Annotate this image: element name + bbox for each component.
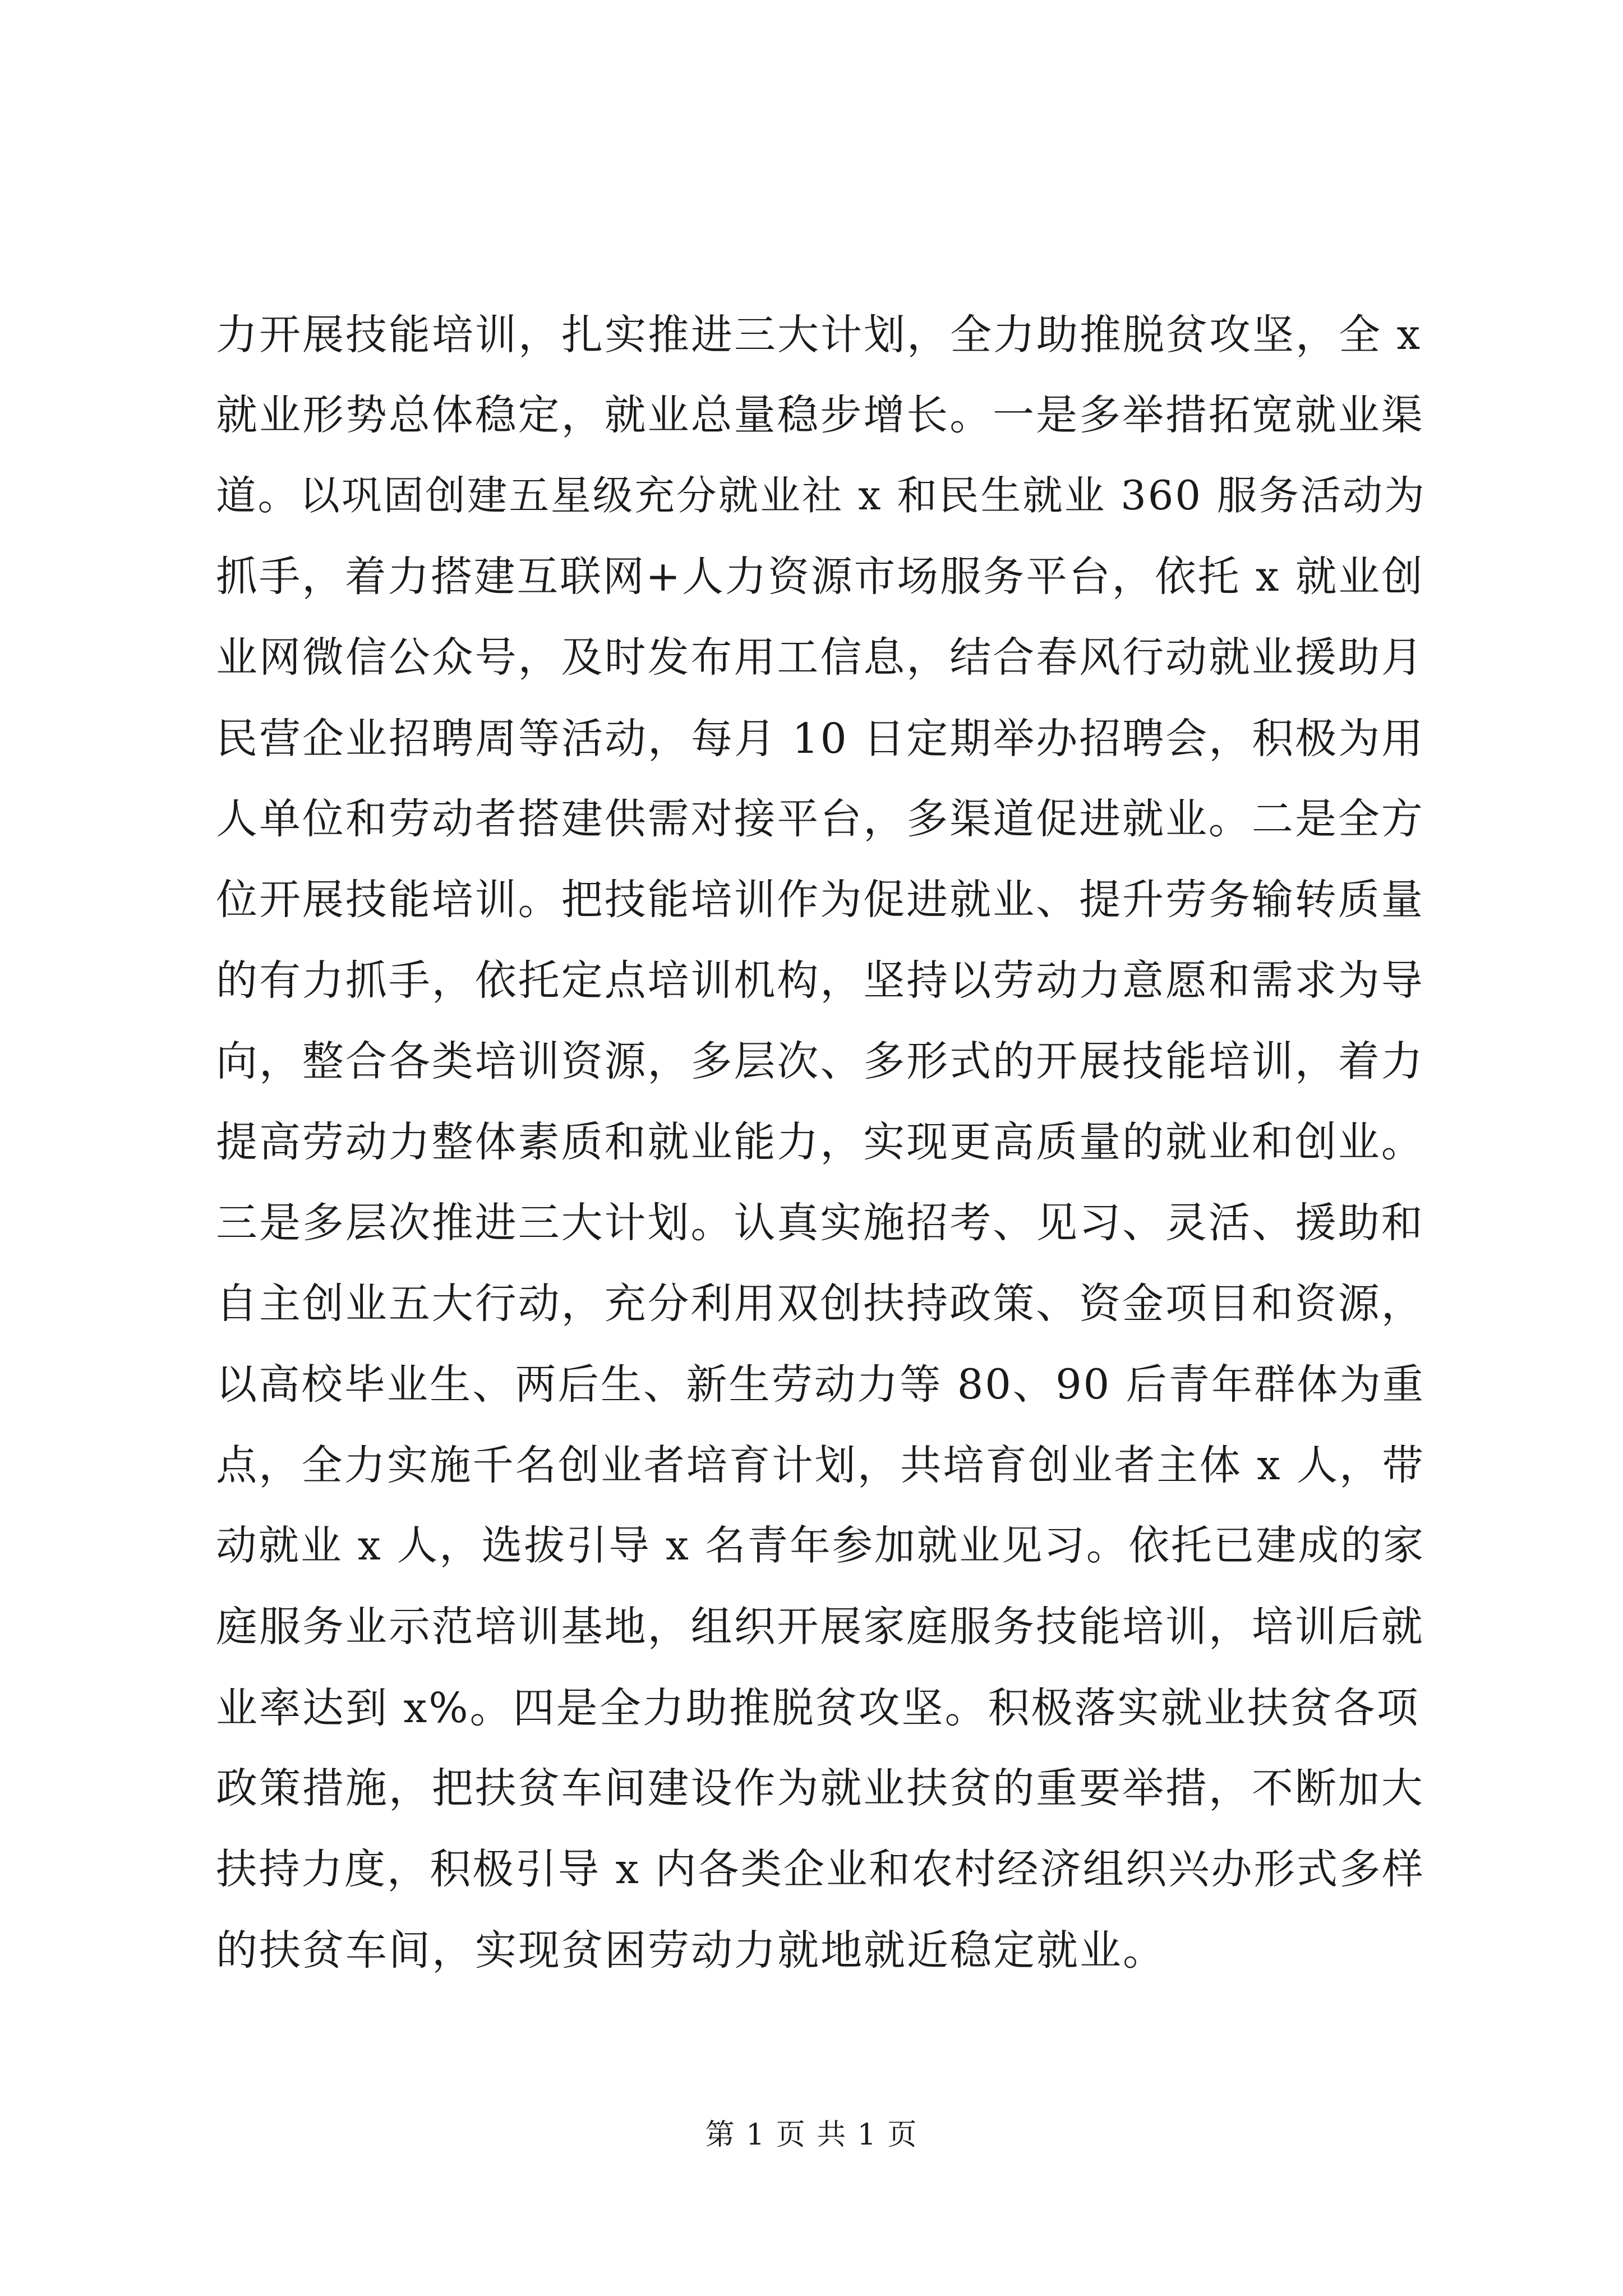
text-line: 自主创业五大行动，充分利用双创扶持政策、资金项目和资源，: [216, 1280, 1424, 1328]
text-line: 力开展技能培训，扎实推进三大计划，全力助推脱贫攻坚，全 x: [216, 311, 1422, 359]
text-line: 就业形势总体稳定，就业总量稳步增长。一是多举措拓宽就业渠: [216, 391, 1424, 439]
text-line: 道。以巩固创建五星级充分就业社 x 和民生就业 360 服务活动为: [216, 472, 1426, 519]
text-line: 点，全力实施千名创业者培育计划，共培育创业者主体 x 人，带: [216, 1442, 1425, 1489]
text-line: 三是多层次推进三大计划。认真实施招考、见习、灵活、援助和: [216, 1199, 1424, 1247]
text-line: 以高校毕业生、两后生、新生劳动力等 80、90 后青年群体为重: [216, 1361, 1425, 1409]
text-line: 动就业 x 人，选拔引导 x 名青年参加就业见习。依托已建成的家: [216, 1522, 1426, 1570]
text-line: 人单位和劳动者搭建供需对接平台，多渠道促进就业。二是全方: [216, 795, 1424, 843]
text-line: 位开展技能培训。把技能培训作为促进就业、提升劳务输转质量: [216, 876, 1424, 924]
text-line: 的扶贫车间，实现贫困劳动力就地就近稳定就业。: [216, 1926, 1166, 1975]
text-line: 民营企业招聘周等活动，每月 10 日定期举办招聘会，积极为用: [216, 715, 1425, 763]
text-line: 抓手，着力搭建互联网+人力资源市场服务平台，依托 x 就业创: [216, 553, 1424, 601]
text-line: 业网微信公众号，及时发布用工信息，结合春风行动就业援助月: [216, 633, 1424, 682]
text-line: 庭服务业示范培训基地，组织开展家庭服务技能培训，培训后就: [216, 1603, 1424, 1651]
text-line: 向，整合各类培训资源，多层次、多形式的开展技能培训，着力: [216, 1037, 1424, 1085]
page-number-footer: 第 1 页 共 1 页: [705, 2118, 918, 2152]
text-line: 的有力抓手，依托定点培训机构，坚持以劳动力意愿和需求为导: [216, 956, 1424, 1005]
text-line: 政策措施，把扶贫车间建设作为就业扶贫的重要举措，不断加大: [216, 1764, 1424, 1812]
text-line: 业率达到 x%。四是全力助推脱贫攻坚。积极落实就业扶贫各项: [216, 1684, 1420, 1732]
text-line: 提高劳动力整体素质和就业能力，实现更高质量的就业和创业。: [216, 1118, 1424, 1166]
text-line: 扶持力度，积极引导 x 内各类企业和农村经济组织兴办形式多样: [216, 1846, 1425, 1893]
